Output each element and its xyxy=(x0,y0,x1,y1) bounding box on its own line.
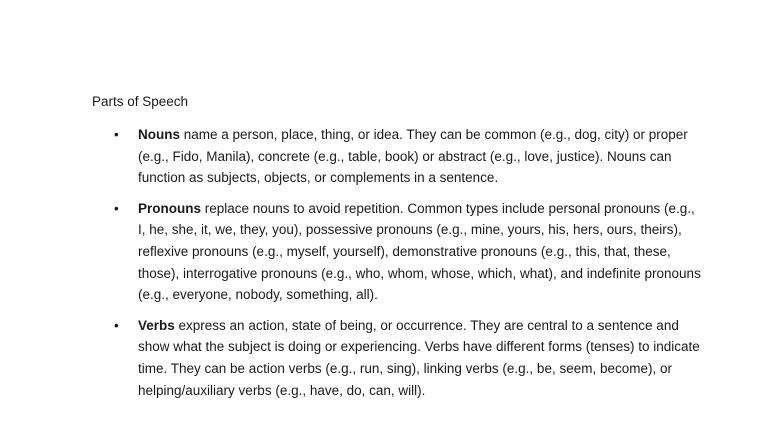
term-label: Nouns xyxy=(138,127,180,142)
bullet-icon: • xyxy=(114,317,119,333)
list-item-verbs xyxy=(92,315,702,401)
term-description: replace nouns to avoid repetition. Common types include personal pronouns (e.g., I, he, she, it, we, they, you), possessive pronouns (e.g., mine, yours, his, hers, ours, theirs), reflexive pronouns (e.g., myself, yourself), demonstrative pronouns (e.g., this, that, these, those), interrogative pronouns (e.g., who, whom, whose, which, what), and indefinite pronouns (e.g., everyone, nobody, something, all). xyxy=(138,200,701,303)
term-label: Verbs xyxy=(138,317,175,333)
bullet-list xyxy=(92,124,702,410)
list-item-nouns xyxy=(92,124,702,189)
page-title: Parts of Speech xyxy=(92,94,189,109)
bullet-icon: • xyxy=(114,200,119,216)
list-item-pronouns xyxy=(92,198,702,306)
term-label: Pronouns xyxy=(138,200,201,216)
term-description: name a person, place, thing, or idea. They can be common (e.g., dog, city) or proper (e.g., Fido, Manila), concrete (e.g., table, book) or abstract (e.g., love, justice). Nouns can function as subjects, objects, or complements in a sentence. xyxy=(138,127,688,186)
term-description: express an action, state of being, or occurrence. They are central to a sentence and show what the subject is doing or experiencing. Verbs have different forms (tenses) to indicate time. They can be action verbs (e.g., run, sing), linking verbs (e.g., be, seem, become), or helping/auxiliary verbs (e.g., have, do, can, will). xyxy=(138,317,700,398)
bullet-icon: • xyxy=(114,127,119,142)
